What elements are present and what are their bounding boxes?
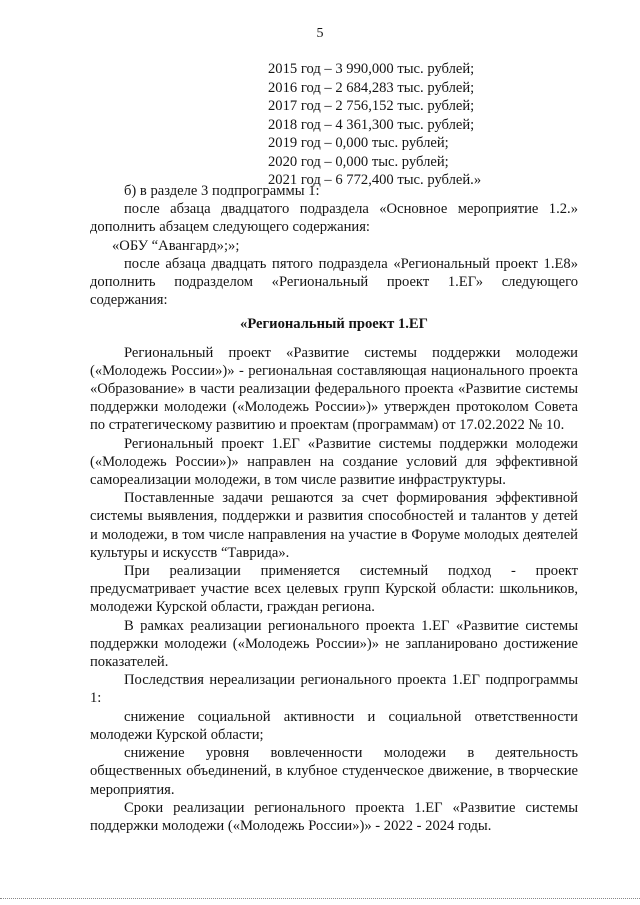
funding-line: 2018 год – 4 361,300 тыс. рублей; (268, 116, 475, 133)
paragraph: б) в разделе 3 подпрограммы 1: (124, 183, 320, 199)
funding-line: 2019 год – 0,000 тыс. рублей; (268, 135, 449, 151)
paragraph: Сроки реализации регионального проекта 1.ЕГ «Развитие системы поддержки молодежи («Молодежь России»)» - 2022 - 2024 годы. (90, 799, 578, 834)
paragraph: При реализации применяется системный подход - проект предусматривает участие всех целевых групп Курской области: школьников, молодежи Курской области, граждан региона. (90, 563, 578, 616)
funding-list (268, 60, 481, 190)
funding-line: 2021 год – 6 772,400 тыс. рублей.» (268, 172, 482, 188)
page-number: 5 (316, 26, 324, 41)
funding-line: 2016 год – 2 684,283 тыс. рублей; (268, 79, 475, 96)
paragraph: после абзаца двадцатого подраздела «Основное мероприятие 1.2.» дополнить абзацем следующего содержания: (90, 201, 578, 236)
paragraph: В рамках реализации регионального проекта 1.ЕГ «Развитие системы поддержки молодежи («Молодежь России»)» не запланировано достижение показателей. (90, 617, 578, 671)
paragraph: после абзаца двадцать пятого подраздела «Региональный проект 1.Е8» дополнить подразделом «Региональный проект 1.ЕГ» следующего содержания: (90, 255, 578, 309)
section-heading: «Региональный проект 1.ЕГ (240, 316, 428, 333)
scan-edge-divider (0, 898, 640, 899)
paragraph: снижение уровня вовлеченности молодежи в деятельность общественных объединений, в клубное студенческое движение, в творческие мероприятия. (90, 745, 578, 798)
document-body (90, 182, 578, 835)
paragraph: Поставленные задачи решаются за счет формирования эффективной системы выявления, поддержки и развития способностей и талантов у детей и молодежи, в том числе направления на участие в Форуме молодых деятелей культуры и искусств “Таврида». (90, 490, 578, 561)
funding-line: 2017 год – 2 756,152 тыс. рублей; (268, 98, 475, 114)
funding-line: 2015 год – 3 990,000 тыс. рублей; (268, 61, 475, 77)
paragraph: Региональный проект «Развитие системы поддержки молодежи («Молодежь России»)» - региональная составляющая национального проекта «Образование» в части реализации федерального проекта «Развитие системы поддержки молодежи («Молодежь России»)» утвержден протоколом Совета по стратегическому развитию и проектам (программам) от 17.02.2022 № 10. (90, 344, 578, 434)
paragraph: Последствия нереализации регионального проекта 1.ЕГ подпрограммы 1: (90, 672, 578, 707)
paragraph: снижение социальной активности и социальной ответственности молодежи Курской области; (90, 708, 578, 743)
paragraph: Региональный проект 1.ЕГ «Развитие системы поддержки молодежи («Молодежь России»)» направлен на создание условий для эффективной самореализации молодежи, в том числе развитие инфраструктуры. (90, 435, 578, 489)
paragraph: «ОБУ “Авангард»;»; (112, 237, 240, 254)
funding-line: 2020 год – 0,000 тыс. рублей; (268, 153, 449, 170)
